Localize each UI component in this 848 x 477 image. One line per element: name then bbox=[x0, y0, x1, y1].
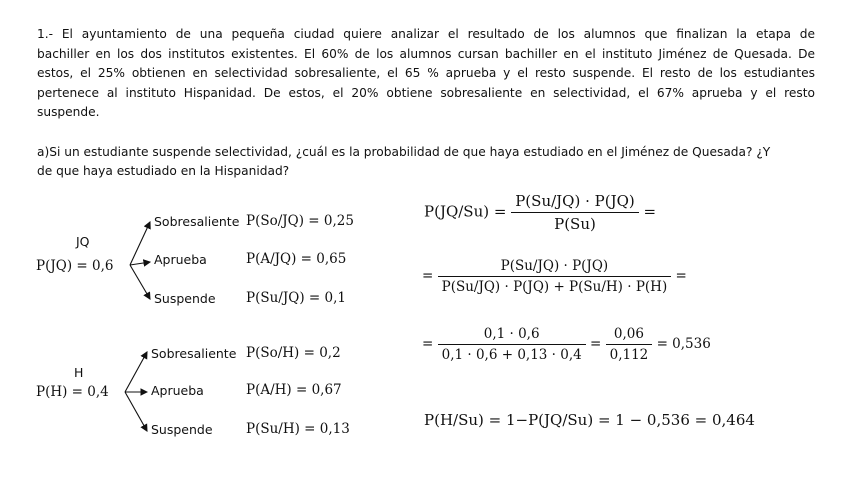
step3-fraction-2 bbox=[606, 326, 653, 363]
tree-h-node-label: H bbox=[74, 365, 84, 380]
tree-h-branch-label-aprueba: Aprueba bbox=[151, 383, 204, 398]
step2-rhs: = bbox=[675, 268, 687, 284]
tree-h-branch-prob-suspende: P(Su/H) = 0,13 bbox=[246, 421, 350, 437]
tree-jq-branch-label-aprueba: Aprueba bbox=[154, 252, 207, 267]
problem-line: estos, el 25% obtienen en selectividad sobresaliente, el 65 % aprueba y el resto suspende. El resto de los estudiantes bbox=[37, 66, 815, 80]
tree-jq-branch-label-sobresaliente: Sobresaliente bbox=[154, 214, 240, 229]
tree-jq-node-label: JQ bbox=[76, 234, 90, 249]
tree-h-branch-prob-aprueba: P(A/H) = 0,67 bbox=[246, 382, 342, 398]
step2-denominator: P(Su/JQ) · P(JQ) + P(Su/H) · P(H) bbox=[438, 276, 672, 295]
step1-denominator: P(Su) bbox=[511, 212, 639, 233]
tree-h-branch-sobresaliente-arrow bbox=[125, 352, 147, 392]
step3-eq: = bbox=[590, 336, 602, 352]
step1-rhs: = bbox=[643, 202, 657, 221]
step1-numerator: P(Su/JQ) · P(JQ) bbox=[515, 192, 635, 210]
tree-h-branch-prob-sobresaliente: P(So/H) = 0,2 bbox=[246, 345, 341, 361]
problem-line: pertenece al instituto Hispanidad. De estos, el 20% obtiene sobresaliente en selectividad, el 67% aprueba y el resto bbox=[37, 85, 815, 100]
question-line: a)Si un estudiante suspende selectividad, ¿cuál es la probabilidad de que haya estudiado en el Jiménez de Quesada? ¿Y bbox=[37, 145, 771, 159]
tree-jq-branch-suspende-arrow bbox=[130, 265, 150, 299]
step3-fraction-1 bbox=[438, 326, 586, 363]
step1-lhs: P(JQ/Su) = bbox=[424, 202, 507, 221]
step1-fraction bbox=[511, 192, 639, 233]
step3-lhs: = bbox=[422, 336, 434, 352]
tree-jq-branch-sobresaliente-arrow bbox=[130, 222, 150, 265]
solution-step-3 bbox=[422, 326, 711, 363]
step2-numerator: P(Su/JQ) · P(JQ) bbox=[500, 258, 609, 274]
tree-jq-branch-prob-aprueba: P(A/JQ) = 0,65 bbox=[246, 251, 347, 267]
step3-result: = 0,536 bbox=[656, 336, 711, 352]
solution-step-1 bbox=[424, 192, 656, 233]
step3-denominator-1: 0,1 · 0,6 + 0,13 · 0,4 bbox=[438, 344, 586, 363]
step3-denominator-2: 0,112 bbox=[606, 344, 653, 363]
tree-jq-branch-aprueba-arrow bbox=[130, 262, 150, 265]
tree-h-branch-label-sobresaliente: Sobresaliente bbox=[151, 346, 237, 361]
solution-step-2 bbox=[422, 258, 687, 295]
step2-lhs: = bbox=[422, 268, 434, 284]
tree-jq-prior: P(JQ) = 0,6 bbox=[36, 258, 114, 274]
tree-h-branch-label-suspende: Suspende bbox=[151, 422, 213, 437]
problem-line: bachiller en los dos institutos existentes. El 60% de los alumnos cursan bachiller en el instituto Jiménez de Quesada. De bbox=[37, 46, 815, 61]
tree-h-prior: P(H) = 0,4 bbox=[36, 384, 109, 400]
tree-jq-branch-prob-sobresaliente: P(So/JQ) = 0,25 bbox=[246, 213, 354, 229]
step2-fraction bbox=[438, 258, 672, 295]
tree-jq-branch-prob-suspende: P(Su/JQ) = 0,1 bbox=[246, 290, 346, 306]
problem-line: suspende. bbox=[37, 105, 100, 119]
tree-jq-branch-label-suspende: Suspende bbox=[154, 291, 216, 306]
problem-line: 1.- El ayuntamiento de una pequeña ciudad quiere analizar el resultado de los alumnos que finalizan la etapa de bbox=[37, 27, 815, 41]
question-line: de que haya estudiado en la Hispanidad? bbox=[37, 164, 290, 178]
step3-numerator-2: 0,06 bbox=[613, 326, 644, 342]
step3-numerator-1: 0,1 · 0,6 bbox=[483, 326, 540, 342]
tree-h-branch-suspende-arrow bbox=[125, 392, 147, 431]
solution-step-4: P(H/Su) = 1−P(JQ/Su) = 1 − 0,536 = 0,464 bbox=[424, 411, 755, 429]
